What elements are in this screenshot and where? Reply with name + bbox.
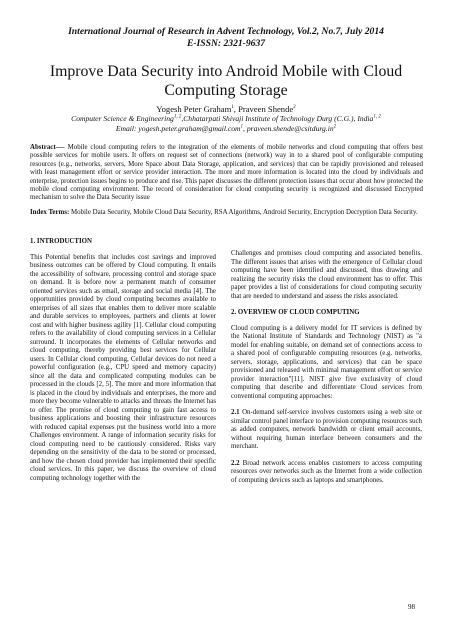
index-terms — [30, 209, 423, 217]
list-item-number: 2.2 — [231, 459, 240, 467]
section-heading: 1. INTRODUCTION — [30, 238, 93, 245]
paper-title-line-1: Improve Data Security into Android Mobile with Cloud — [49, 63, 403, 80]
list-item — [231, 460, 422, 486]
list-item — [231, 409, 422, 452]
list-item-text: On-demand self-service involves customers using a web site or similar control panel interface to provision computing resources such as added computers, network bandwidth or client email accounts, without requiring human interface between consumers and the merchant. — [231, 409, 422, 450]
author-affiliation — [0, 114, 452, 123]
section-paragraph: This Potential benefits that includes cost savings and improved business outcomes can be offered by Cloud computing. It entails the accessibility of software, processing control and storage space on demand. It is before now a permanent match of consumer oriented services such as email, storage and social media [4]. The opportunities provided by cloud computing becomes available to enterprises of all sizes that enables them to deliver more scalable and durable services to employees, partners and clients at lower cost and with higher business agility [1]. Cellular cloud computing refers to the availability of cloud computing services in a Cellular surround. It incorporates the elements of Cellular networks and cloud computing, thereby providing best services for Cellular users. In Cellular cloud computing, Cellular devices do not need a powerful configuration (e.g., CPU speed and memory capacity) since all the data and complicated computing modules can be processed in the clouds [2, 5]. The more and more information that is placed in the cloud by individuals and enterprises, the more and more they become vulnerable to attacks and threats the Internet has to offer. The promise of cloud computing to gain fast access to business applications and boosting their infrastructure resources with reduced capital expenses put the business world into a more Challenges environment. A range of information security risks for cloud computing need to be cautiously considered. Risks vary depending on the sensitivity of the data to be stored or processed, and how the chosen cloud provider has implemented their specific cloud services. In this paper, we discuss the overview of cloud computing technology together with the — [30, 253, 216, 482]
list-item-number: 2.1 — [231, 409, 240, 416]
journal-issn: E-ISSN: 2321-9637 — [186, 38, 266, 49]
section-heading: 2. OVERVIEW OF CLOUD COMPUTING — [231, 309, 360, 316]
page-number: 98 — [408, 603, 415, 611]
left-column — [30, 238, 216, 483]
email-mark: 1 — [240, 124, 244, 130]
email-address[interactable]: yogesh.peter.graham@gmail.com — [138, 124, 241, 133]
journal-header — [0, 26, 452, 50]
email-label: Email: — [115, 124, 139, 133]
abstract — [30, 144, 423, 203]
section-paragraph: Challenges and promises cloud computing and associated benefits. The different issues that arises with the emergence of Cellular cloud computing have been identified and discussed, thus drawing and realizing the security risks the cloud environment has to offer. This paper provides a list of considerations for cloud computing security that are needed to understand and assess the risks associated. — [231, 250, 422, 300]
paper-title-line-2: Computing Storage — [164, 82, 288, 99]
email-separator: , — [243, 124, 247, 133]
list-item-text: Broad network access enables customers to access computing resources over networks such as the Internet from a wide collection of computing devices such as laptops and smartphones. — [231, 459, 422, 484]
index-terms-label: Index Terms: — [30, 209, 70, 216]
section-paragraph: Cloud computing is a delivery model for IT services is defined by the National Institute of Standards and Technology (NIST) as "a model for enabling suitable, on demand set of connections access to a shared pool of configurable computing resources (e.g. networks, servers, storage, applications, and services) that can be space provisioned and released with minimal management effort or service provider interaction"[11]. NIST give five exclusivity of cloud computing that describe and differentiate Cloud services from conventional computing approaches: — [231, 324, 422, 400]
abstract-text: - Mobile cloud computing refers to the integration of the elements of mobile networks and cloud computing that offers best possible services for mobile users. It offers on request set of connections (network) way in to a shared pool of configurable computing resources (e.g., networks, servers, More Space about Data Storage, application, and services) that can be rapidly provisioned and released with least management effort or service provider interaction. The more and more information is located into the cloud by individuals and enterprise, protection issues begins to produce and rise. This paper discusses the different protection issues that occur about how protected the mobile cloud computing environment. The record of consideration for cloud computing security is recognized and discussed Encrypted mechanism to solve the Data Security issue — [30, 144, 423, 202]
email-address[interactable]: praveen.shende@csitdurg.in — [246, 124, 334, 133]
journal-name: International Journal of Research in Advent Technology, Vol.2, No.7, July 2014 — [68, 26, 384, 37]
right-column — [231, 250, 422, 485]
index-terms-text: Mobile Data Security, Mobile Cloud Data Security, RSA Algorithms, Android Security, Encryption Decryption Data Security. — [69, 209, 418, 216]
author-name: Praveen Shende — [238, 104, 294, 114]
author-affiliation-mark: 2 — [293, 105, 296, 111]
affiliation-institute: ,Chhatarpati Shivaji Institute of Technology Durg (C.G.), India — [181, 114, 374, 123]
author-separator: , — [233, 104, 239, 114]
affiliation-dept: Computer Science & Engineering — [71, 114, 174, 123]
affiliation-mark: 1, 2 — [173, 114, 182, 120]
author-list — [0, 104, 452, 114]
abstract-label: Abstract— — [30, 144, 63, 151]
author-name: Yogesh Peter Graham — [156, 104, 232, 114]
author-affiliation-mark: 1 — [231, 105, 234, 111]
email-mark: 2 — [333, 124, 337, 130]
author-emails — [0, 124, 452, 133]
paper-title — [30, 62, 422, 100]
affiliation-mark: 1, 2 — [373, 114, 381, 120]
